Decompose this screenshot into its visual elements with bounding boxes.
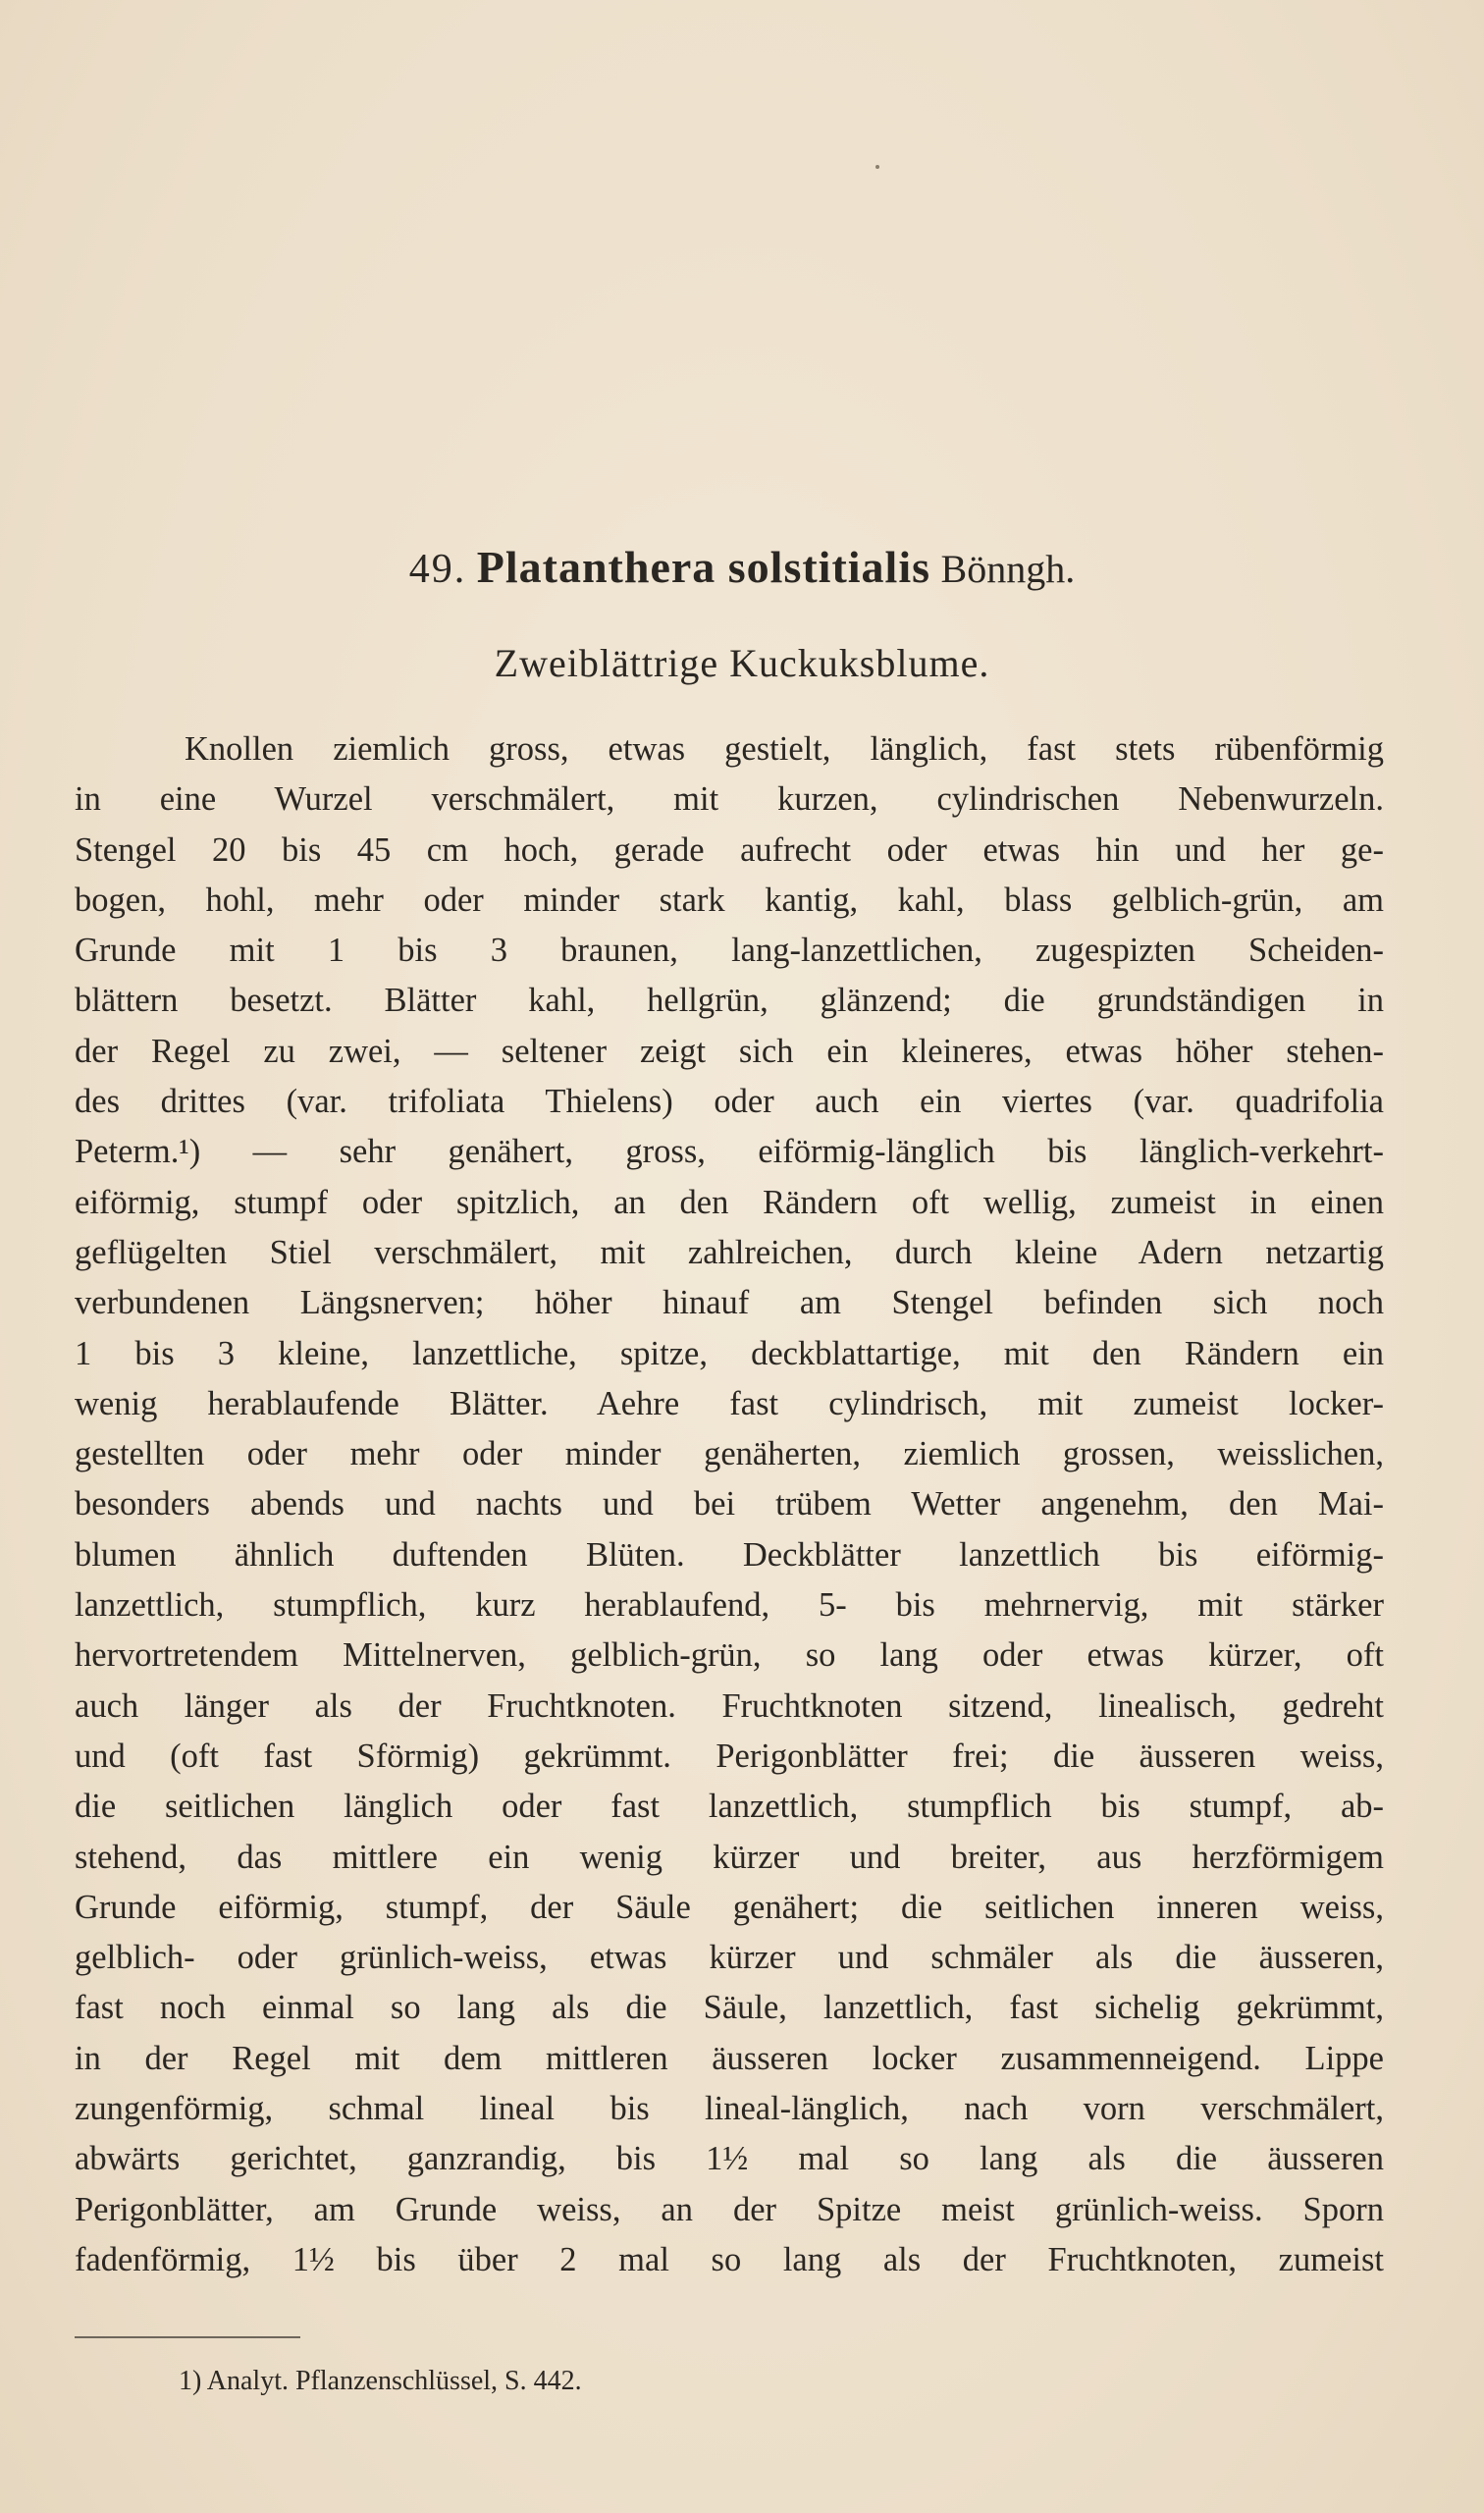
text-line: gestellten oder mehr oder minder genäherten, ziemlich grossen, weisslichen, — [75, 1435, 1384, 1473]
text-line: verbundenen Längsnerven; höher hinauf am Stengel befinden sich noch — [75, 1284, 1384, 1322]
footnote: 1) Analyt. Pflanzenschlüssel, S. 442. — [179, 2366, 582, 2396]
text-line: 1 bis 3 kleine, lanzettliche, spitze, deckblattartige, mit den Rändern ein — [75, 1334, 1384, 1372]
text-line: gelblich- oder grünlich-weiss, etwas kürzer und schmäler als die äusseren, — [75, 1939, 1384, 1977]
text-line: auch länger als der Fruchtknoten. Fruchtknoten sitzend, linealisch, gedreht — [75, 1686, 1384, 1725]
text-line: abwärts gerichtet, ganzrandig, bis 1½ mal so lang als die äusseren — [75, 2140, 1384, 2178]
text-line: hervortretendem Mittelnerven, gelblich-grün, so lang oder etwas kürzer, oft — [75, 1636, 1384, 1675]
text-line: besonders abends und nachts und bei trübem Wetter angenehm, den Mai- — [75, 1485, 1384, 1524]
text-line: bogen, hohl, mehr oder minder stark kantig, kahl, blass gelblich-grün, am — [75, 881, 1384, 919]
text-line: in der Regel mit dem mittleren äusseren locker zusammenneigend. Lippe — [75, 2039, 1384, 2077]
text-line: geflügelten Stiel verschmälert, mit zahlreichen, durch kleine Adern netzartig — [75, 1233, 1384, 1271]
text-line: stehend, das mittlere ein wenig kürzer und breiter, aus herzförmigem — [75, 1838, 1384, 1876]
text-line: wenig herablaufende Blätter. Aehre fast cylindrisch, mit zumeist locker- — [75, 1384, 1384, 1422]
description-paragraph — [75, 724, 1384, 2285]
text-line: fast noch einmal so lang als die Säule, lanzettlich, fast sichelig gekrümmt, — [75, 1989, 1384, 2027]
text-line: lanzettlich, stumpflich, kurz herablaufend, 5- bis mehrnervig, mit stärker — [75, 1586, 1384, 1625]
text-line: in eine Wurzel verschmälert, mit kurzen, cylindrischen Nebenwurzeln. — [75, 780, 1384, 819]
text-line: zungenförmig, schmal lineal bis lineal-länglich, nach vorn verschmälert, — [75, 2090, 1384, 2128]
species-author: Bönngh. — [940, 547, 1076, 591]
text-line: des drittes (var. trifoliata Thielens) oder auch ein viertes (var. quadrifolia — [75, 1083, 1384, 1121]
text-line: Stengel 20 bis 45 cm hoch, gerade aufrecht oder etwas hin und her ge- — [75, 830, 1384, 869]
common-name: Zweiblättrige Kuckuksblume. — [494, 641, 990, 685]
text-line: und (oft fast Sförmig) gekrümmt. Perigonblätter frei; die äusseren weiss, — [75, 1737, 1384, 1775]
species-number: 49. — [408, 547, 467, 592]
text-line: Knollen ziemlich gross, etwas gestielt, länglich, fast stets rübenförmig — [185, 730, 1384, 768]
footnote-divider — [75, 2336, 300, 2338]
text-line: Perigonblätter, am Grunde weiss, an der Spitze meist grünlich-weiss. Sporn — [75, 2190, 1384, 2228]
text-line: Peterm.¹) — sehr genähert, gross, eiförmig-länglich bis länglich-verkehrt- — [75, 1133, 1384, 1171]
text-line: eiförmig, stumpf oder spitzlich, an den Rändern oft wellig, zumeist in einen — [75, 1183, 1384, 1221]
species-name: Platanthera solstitialis — [476, 542, 931, 592]
species-heading — [0, 538, 1484, 599]
text-line: blumen ähnlich duftenden Blüten. Deckblätter lanzettlich bis eiförmig- — [75, 1535, 1384, 1574]
text-line: Grunde mit 1 bis 3 braunen, lang-lanzettlichen, zugespizten Scheiden- — [75, 932, 1384, 970]
text-line: fadenförmig, 1½ bis über 2 mal so lang als der Fruchtknoten, zumeist — [75, 2240, 1384, 2278]
text-line: Grunde eiförmig, stumpf, der Säule genähert; die seitlichen inneren weiss, — [75, 1888, 1384, 1926]
text-line: der Regel zu zwei, — seltener zeigt sich ein kleineres, etwas höher stehen- — [75, 1032, 1384, 1070]
text-line: blättern besetzt. Blätter kahl, hellgrün, glänzend; die grundständigen in — [75, 982, 1384, 1020]
text-line: die seitlichen länglich oder fast lanzettlich, stumpflich bis stumpf, ab- — [75, 1788, 1384, 1826]
paper-speck — [875, 165, 879, 169]
